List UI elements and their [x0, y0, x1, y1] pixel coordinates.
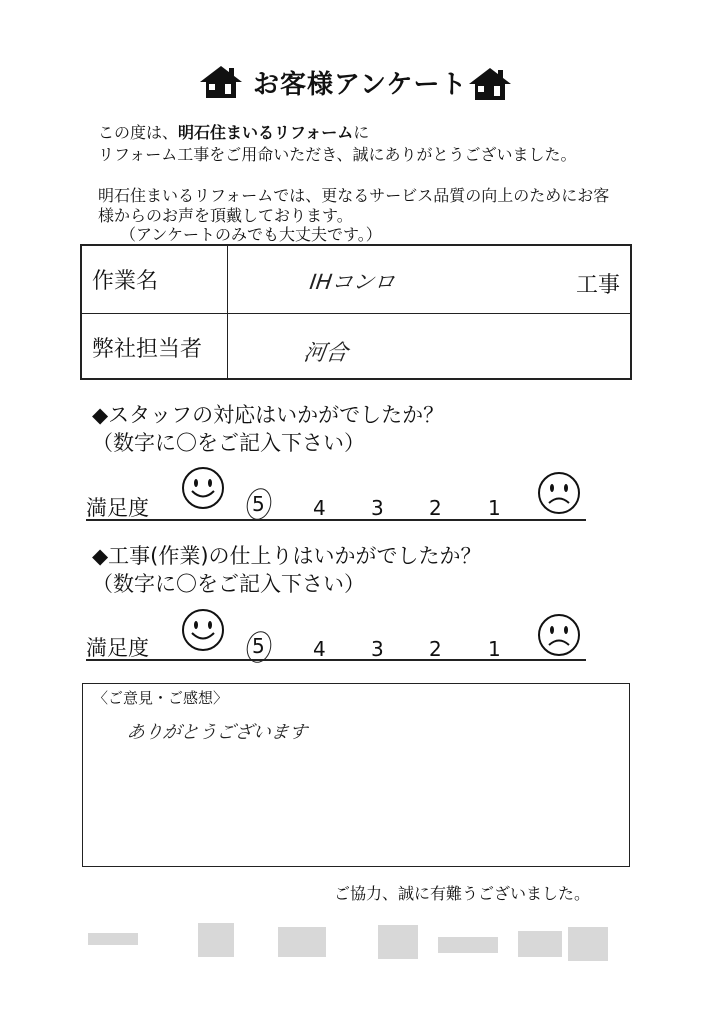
rating-option-5[interactable]: 5 — [252, 492, 265, 516]
work-name-value[interactable]: IHコンロ — [308, 270, 397, 294]
rating-option-3[interactable]: 3 — [371, 496, 384, 520]
staff-value[interactable]: 河合 — [301, 341, 350, 366]
question-1-subtext: （数字に〇をご記入下さい） — [92, 431, 365, 455]
rating-option-4[interactable]: 4 — [313, 637, 326, 661]
smiley-happy-icon — [180, 607, 226, 653]
smiley-happy-icon — [180, 465, 226, 511]
staff-label: 弊社担当者 — [92, 337, 203, 362]
comments-box[interactable] — [82, 683, 630, 867]
rating-option-2[interactable]: 2 — [429, 496, 442, 520]
smiley-sad-icon — [536, 470, 582, 516]
satisfaction-label-1: 満足度 — [86, 496, 149, 520]
page-title: お客様アンケート — [253, 70, 468, 100]
intro-line-1 — [98, 123, 369, 143]
house-icon — [467, 66, 513, 102]
intro-line-2: リフォーム工事をご用命いただき、誠にありがとうございました。 — [98, 145, 577, 164]
rating-option-5[interactable]: 5 — [252, 634, 265, 658]
company-name: 明石住まいるリフォーム — [178, 123, 354, 142]
house-icon — [198, 64, 244, 100]
rating-option-2[interactable]: 2 — [429, 637, 442, 661]
table-divider — [227, 246, 228, 378]
smiley-sad-icon — [536, 612, 582, 658]
question-2-subtext: （数字に〇をご記入下さい） — [92, 572, 365, 596]
closing-text: ご協力、誠に有難うございました。 — [334, 884, 591, 903]
satisfaction-label-2: 満足度 — [86, 636, 149, 660]
work-name-label: 作業名 — [92, 269, 159, 294]
rating-underline — [86, 519, 586, 521]
rating-option-1[interactable]: 1 — [488, 496, 501, 520]
rating-option-3[interactable]: 3 — [371, 637, 384, 661]
rating-option-1[interactable]: 1 — [488, 637, 501, 661]
comments-label: 〈ご意見・ご感想〉 — [93, 689, 229, 707]
faded-footer-artifact — [78, 915, 618, 971]
title-row — [0, 62, 725, 102]
comments-value[interactable]: ありがとうございます — [125, 722, 309, 743]
intro-line-5: （アンケートのみでも大丈夫です。） — [120, 225, 382, 244]
info-table — [80, 244, 632, 380]
question-2-text: ◆工事(作業)の仕上りはいかがでしたか？ — [92, 544, 482, 568]
rating-option-4[interactable]: 4 — [313, 496, 326, 520]
work-suffix: 工事 — [576, 273, 621, 298]
intro-line-4: 様からのお声を頂戴しております。 — [98, 206, 353, 225]
question-1-text: ◆スタッフの対応はいかがでしたか？ — [92, 403, 445, 427]
intro-line-3: 明石住まいるリフォームでは、更なるサービス品質の向上のためにお客 — [98, 186, 610, 205]
intro-prefix: この度は、 — [98, 123, 179, 142]
table-divider — [82, 313, 630, 314]
rating-underline — [86, 659, 586, 661]
intro-suffix: に — [353, 123, 370, 142]
